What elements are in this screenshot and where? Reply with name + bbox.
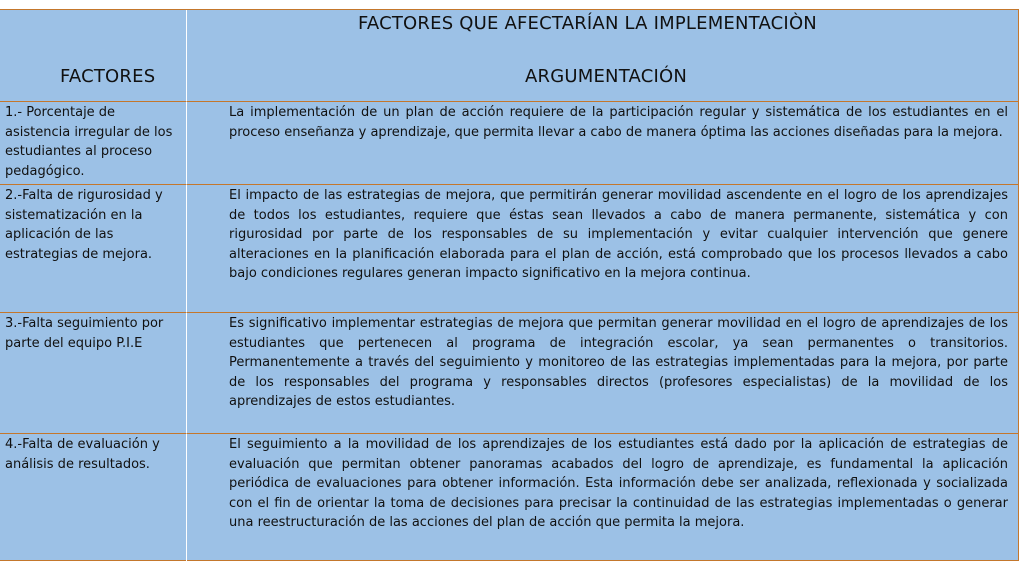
argument-cell-2: El impacto de las estrategias de mejora, que permitirán generar movilidad ascendente en el logro de los aprendizajes de todos los estudiantes, requiere que éstas sean llevados a cabo de manera permanente, sistemática y con rigurosidad por parte de los responsables de su implementación y evitar cualquier intervención que genere alteraciones en la planificación elaborada para el plan de acción, está comprobado que los procesos llevados a cabo bajo condiciones regulares generan impacto significativo en la mejora continua.: [187, 185, 1019, 313]
factor-cell-3: 3.-Falta seguimiento por parte del equipo P.I.E: [0, 313, 187, 434]
argument-cell-3: Es significativo implementar estrategias de mejora que permitan generar movilidad en el logro de aprendizajes de los estudiantes que pertenecen al programa de integración escolar, ya sean permanentes o transitorios. Permanentemente a través del seguimiento y monitoreo de las estrategias implementadas para la mejora, por parte de los responsables del programa y responsables directos (profesores especialistas) de la movilidad de los aprendizajes de estos estudiantes.: [187, 313, 1019, 434]
argument-header-label: ARGUMENTACIÓN: [525, 66, 688, 87]
factors-header-label: FACTORES: [60, 66, 156, 87]
argument-cell-4: El seguimiento a la movilidad de los aprendizajes de los estudiantes está dado por la aplicación de estrategias de evaluación que permitan obtener panoramas acabados del logro de aprendizaje, es fundamental la aplicación periódica de evaluaciones para obtener información. Esta información debe ser analizada, reflexionada y socializada con el fin de orientar la toma de decisiones para precisar la continuidad de las estrategias implementadas o generar una reestructuración de las acciones del plan de acción que permita la mejora.: [229, 437, 1008, 530]
argument-cell-1: La implementación de un plan de acción requiere de la participación regular y sistemática de los estudiantes en el proceso enseñanza y aprendizaje, que permita llevar a cabo de manera óptima las acciones diseñadas para la mejora.: [187, 102, 1019, 185]
factors-table: [0, 9, 1019, 561]
factor-cell-1: 1.- Porcentaje de asistencia irregular de los estudiantes al proceso pedagógico.: [0, 102, 187, 185]
factor-cell-4: 4.-Falta de evaluación y análisis de resultados.: [0, 434, 187, 562]
header-argument-cell: [187, 10, 1019, 102]
table-title: FACTORES QUE AFECTARÍAN LA IMPLEMENTACIÒN: [358, 13, 817, 34]
header-factors-cell: [0, 10, 187, 102]
factor-cell-2: 2.-Falta de rigurosidad y sistematización en la aplicación de las estrategias de mejora.: [0, 185, 187, 313]
